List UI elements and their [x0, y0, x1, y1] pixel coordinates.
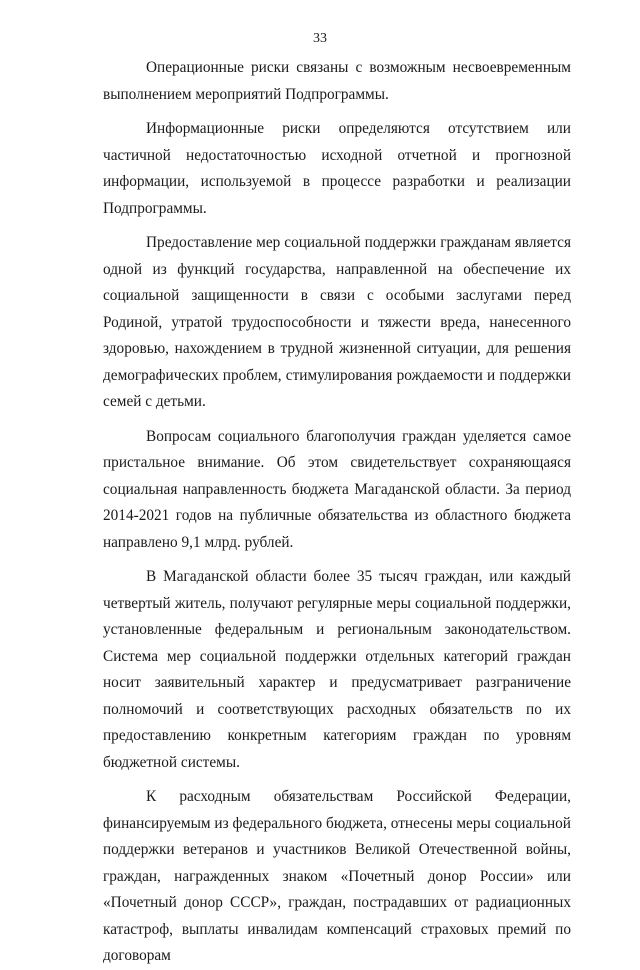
paragraph-social-welfare: Вопросам социального благополучия граждан уделяется самое пристальное внимание. Об этом свидетельствует сохраняющаяся социальная направленность бюджета Магаданской области. За период 2014-2021 годов на публичные обязательства из областного бюджета направлено 9,1 млрд. рублей. — [103, 427, 571, 551]
paragraph-information-risks: Информационные риски определяются отсутствием или частичной недостаточностью исходной отчетной и прогнозной информации, используемой в процессе разработки и реализации Подпрограммы. — [103, 120, 571, 217]
paragraph-federal-obligations: К расходным обязательствам Российской Федерации, финансируемым из федерального бюджета, отнесены меры социальной поддержки ветеранов и участников Великой Отечественной войны, граждан, награжденных знаком «Почетный донор России» или «Почетный донор СССР», граждан, пострадавших от радиационных катастроф, выплаты инвалидам компенсаций страховых премий по договорам — [103, 788, 571, 964]
page-number: 33 — [313, 31, 327, 46]
paragraph-social-support: Предоставление мер социальной поддержки гражданам является одной из функций государства, направленной на обеспечение их социальной защищенности в связи с особыми заслугами перед Родиной, утратой трудоспособности и тяжести вреда, нанесенного здоровью, нахождением в трудной жизненной ситуации, для решения демографических проблем, стимулирования рождаемости и поддержки семей с детьми. — [103, 234, 571, 410]
paragraph-magadan-citizens: В Магаданской области более 35 тысяч граждан, или каждый четвертый житель, получают регулярные меры социальной поддержки, установленные федеральным и региональным законодательством. Система мер социальной поддержки отдельных категорий граждан носит заявительный характер и предусматривает разграничение полномочий и соответствующих расходных обязательств по их предоставлению конкретным категориям граждан по уровням бюджетной системы. — [103, 568, 571, 771]
paragraph-operational-risks: Операционные риски связаны с возможным несвоевременным выполнением мероприятий Подпрограммы. — [103, 59, 571, 103]
document-body — [103, 55, 571, 970]
